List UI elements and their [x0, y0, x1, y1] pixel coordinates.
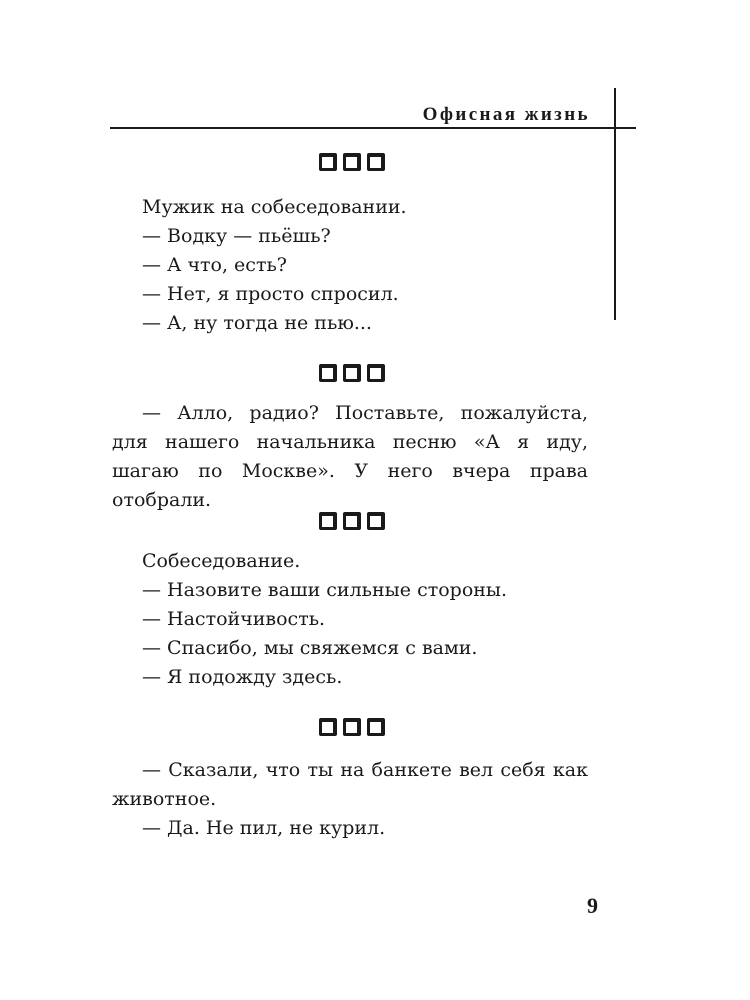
- section-separator: [319, 153, 385, 171]
- dialogue-line: — А, ну тогда не пью...: [142, 312, 372, 334]
- joke-4: [112, 756, 588, 843]
- header-side-rule: [614, 88, 616, 320]
- dialogue-line: — Я подожду здесь.: [142, 666, 343, 688]
- dialogue-line: — Настойчивость.: [142, 608, 326, 630]
- square-ornament-icon: [367, 718, 385, 736]
- page-number: 9: [587, 893, 598, 918]
- section-separator: [319, 512, 385, 530]
- section-separator: [319, 718, 385, 736]
- dialogue-line: — Да. Не пил, не курил.: [142, 817, 386, 839]
- square-ornament-icon: [367, 364, 385, 382]
- square-ornament-icon: [319, 512, 337, 530]
- running-header: Офисная жизнь: [422, 104, 590, 125]
- dialogue-line: — А что, есть?: [142, 254, 287, 276]
- square-ornament-icon: [343, 718, 361, 736]
- dialogue-line: — Назовите ваши сильные стороны.: [142, 579, 508, 601]
- square-ornament-icon: [319, 718, 337, 736]
- header-rule: [110, 127, 636, 129]
- square-ornament-icon: [319, 153, 337, 171]
- joke-3: [112, 547, 588, 692]
- dialogue-line: — Водку — пьёшь?: [142, 225, 331, 247]
- square-ornament-icon: [367, 153, 385, 171]
- square-ornament-icon: [343, 364, 361, 382]
- joke-4-paragraph: — Сказали, что ты на банкете вел себя как животное.: [112, 759, 588, 810]
- dialogue-line: Мужик на собеседовании.: [142, 196, 407, 218]
- dialogue-line: — Нет, я просто спросил.: [142, 283, 399, 305]
- dialogue-line: Собеседование.: [142, 550, 301, 572]
- square-ornament-icon: [343, 512, 361, 530]
- joke-2-paragraph: — Алло, радио? Поставьте, пожалуйста, для нашего начальника песню «А я иду, шагаю по Москве». У него вчера права отобрали.: [112, 402, 588, 511]
- dialogue-line: — Спасибо, мы свяжемся с вами.: [142, 637, 478, 659]
- square-ornament-icon: [343, 153, 361, 171]
- section-separator: [319, 364, 385, 382]
- square-ornament-icon: [367, 512, 385, 530]
- square-ornament-icon: [319, 364, 337, 382]
- joke-1: [112, 193, 588, 338]
